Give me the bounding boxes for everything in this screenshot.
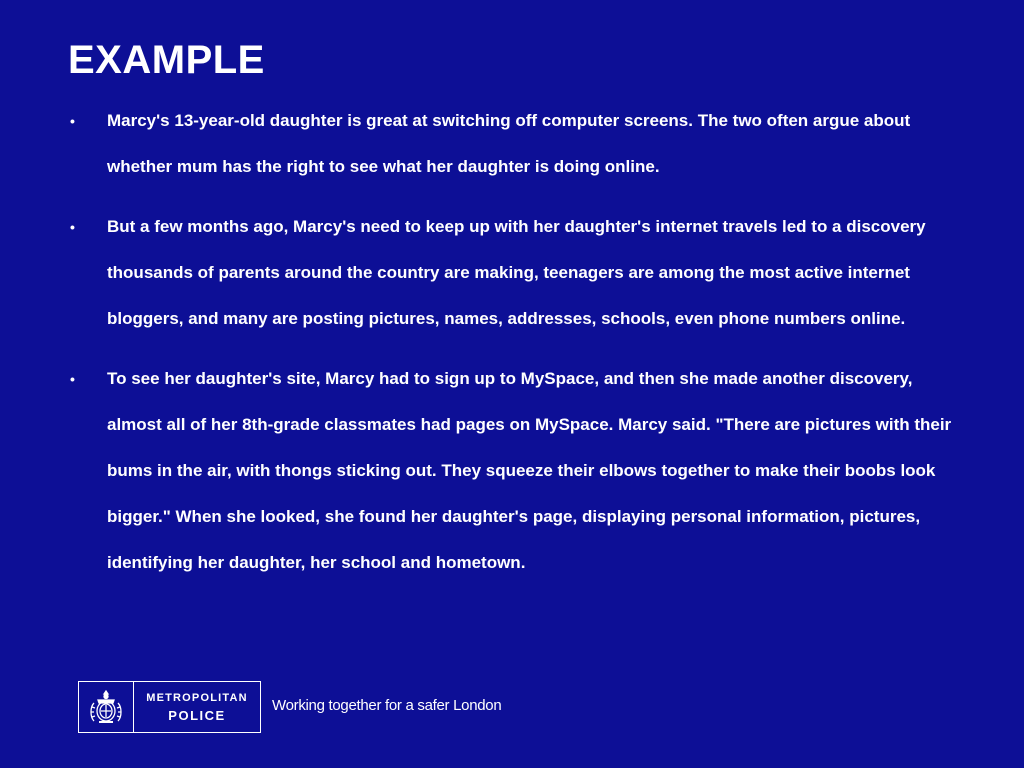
logo-line-metropolitan: METROPOLITAN: [146, 692, 248, 704]
metropolitan-police-logo: [78, 681, 261, 733]
bullet-marker: •: [70, 219, 75, 235]
bullet-marker: •: [70, 113, 75, 129]
bullet-text: To see her daughter's site, Marcy had to sign up to MySpace, and then she made another discovery, almost all of her 8th-grade classmates had pages on MySpace. Marcy said. "There are pictures with their bums in the air, with thongs sticking out. They squeeze their elbows together to make their boobs look bigger." When she looked, she found her daughter's page, displaying personal information, pictures, identifying her daughter, her school and hometown.: [107, 369, 952, 572]
bullet-item: [70, 98, 962, 190]
bullet-text: But a few months ago, Marcy's need to keep up with her daughter's internet travels led to a discovery thousands of parents around the country are making, teenagers are among the most active internet bloggers, and many are posting pictures, names, addresses, schools, even phone numbers online.: [107, 217, 926, 328]
bullet-text: Marcy's 13-year-old daughter is great at switching off computer screens. The two often argue about whether mum has the right to see what her daughter is doing online.: [107, 111, 911, 176]
logo-wordmark: [134, 682, 260, 732]
bullet-list: [70, 98, 970, 600]
logo-line-police: POLICE: [168, 708, 226, 723]
bullet-marker: •: [70, 371, 75, 387]
bullet-item: [70, 356, 962, 586]
police-crest-icon: [79, 682, 134, 732]
footer-tagline: Working together for a safer London: [272, 697, 502, 714]
bullet-item: [70, 204, 962, 342]
slide-title: EXAMPLE: [68, 38, 265, 82]
